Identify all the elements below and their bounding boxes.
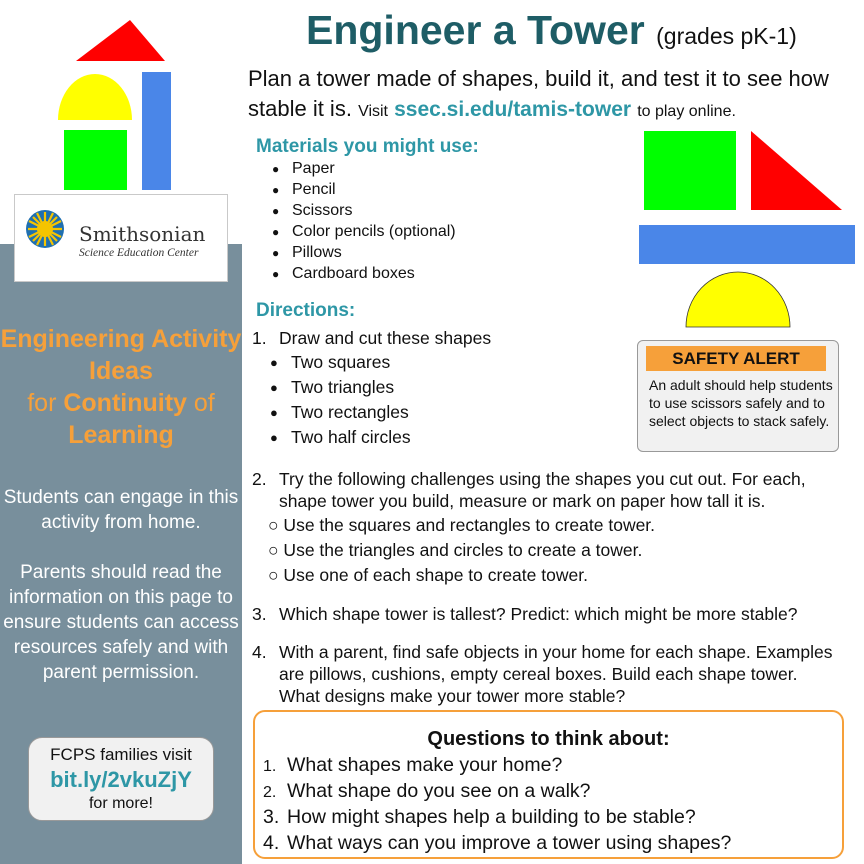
blue-rectangle-cutout: [639, 225, 855, 264]
questions-box: [253, 710, 844, 859]
material-item: ● Pencil: [272, 181, 316, 199]
material-item: ● Pillows: [272, 244, 322, 262]
fcps-link[interactable]: bit.ly/2vkuZjY: [50, 767, 192, 792]
sidebar-paragraph-1: Students can engage in this activity from home.: [3, 487, 239, 533]
step-4-number: 4.: [252, 642, 267, 662]
page-title: [306, 7, 797, 54]
materials-heading: Materials you might use:: [256, 136, 479, 157]
safety-alert-box: [637, 340, 839, 452]
green-square-cutout: [644, 131, 736, 210]
page-title-text: Engineer a Tower: [306, 7, 645, 53]
grades-label: (grades pK-1): [656, 23, 797, 49]
directions-heading: Directions:: [256, 300, 356, 321]
yellow-half-circle-shape: [58, 74, 132, 120]
sunburst-icon: [25, 209, 65, 249]
tower-url-link[interactable]: ssec.si.edu/tamis-tower: [394, 98, 632, 121]
challenge-item: ○ Use the triangles and circles to create a tower.: [268, 540, 643, 560]
shape-item: ● Two rectangles: [270, 402, 388, 423]
challenge-item: ○ Use the squares and rectangles to create tower.: [268, 515, 656, 535]
green-square-shape: [64, 130, 127, 190]
intro-text: Plan a tower made of shapes, build it, and test it to see how stable it is.: [248, 66, 829, 121]
play-online-label: to play online.: [637, 103, 736, 120]
blue-rectangle-shape: [142, 72, 171, 190]
tower-illustration: [50, 14, 180, 192]
fcps-line3: for more!: [88, 795, 153, 812]
shape-item: ● Two half circles: [270, 427, 390, 448]
step-2-text: Try the following challenges using the shapes you cut out. For each, shape tower you build, measure or mark on paper how tall it is.: [279, 469, 806, 511]
step-4-text: With a parent, find safe objects in your home for each shape. Examples are pillows, cushions, empty cereal boxes. Build each shape tower. What designs make your tower more stable?: [279, 642, 833, 706]
sidebar-paragraph-2: Parents should read the information on this page to ensure students can access resources safely and with parent permission.: [3, 562, 239, 683]
smithsonian-logo: [14, 194, 228, 282]
question-item: 4. What ways can you improve a tower using shapes?: [263, 832, 732, 854]
material-item: ● Cardboard boxes: [272, 265, 395, 283]
shape-item: ● Two triangles: [270, 377, 373, 398]
step-1-number: 1.: [252, 328, 267, 348]
fcps-callout: [28, 737, 214, 821]
cutout-shapes: [636, 128, 858, 330]
red-triangle-cutout: [751, 131, 842, 210]
sidebar-heading: [0, 323, 242, 451]
safety-alert-text: An adult should help students to use scissors safely and to select objects to stack safely.: [649, 377, 833, 429]
visit-label: Visit: [358, 103, 388, 120]
question-item: 1. What shapes make your home?: [263, 754, 563, 776]
logo-subtitle: Science Education Center: [79, 247, 199, 259]
material-item: ● Paper: [272, 160, 315, 178]
safety-alert-heading: SAFETY ALERT: [646, 346, 826, 371]
sidebar-heading-continuity: Continuity: [63, 389, 187, 417]
intro-paragraph: [248, 64, 860, 127]
logo-name: Smithsonian: [79, 222, 206, 246]
step-1-text: Draw and cut these shapes: [279, 328, 492, 348]
step-2-number: 2.: [252, 469, 267, 489]
question-item: 3. How might shapes help a building to be stable?: [263, 806, 696, 828]
sidebar-heading-learning: Learning: [68, 421, 174, 449]
step-3-number: 3.: [252, 604, 267, 624]
challenge-item: ○ Use one of each shape to create tower.: [268, 565, 588, 585]
material-item: ● Scissors: [272, 202, 332, 220]
question-item: 2. What shape do you see on a walk?: [263, 780, 591, 802]
questions-heading: Questions to think about:: [427, 728, 670, 750]
step-3-text: Which shape tower is tallest? Predict: which might be more stable?: [279, 604, 798, 624]
sidebar-heading-for: for: [27, 389, 57, 417]
yellow-half-circle-cutout: [686, 272, 790, 327]
red-triangle-shape: [76, 20, 165, 61]
sidebar-heading-part1: Engineering Activity Ideas: [0, 325, 242, 385]
sidebar-heading-of: of: [193, 389, 215, 417]
material-item: ● Color pencils (optional): [272, 223, 436, 241]
fcps-line1: FCPS families visit: [50, 745, 192, 764]
shape-item: ● Two squares: [270, 352, 369, 373]
